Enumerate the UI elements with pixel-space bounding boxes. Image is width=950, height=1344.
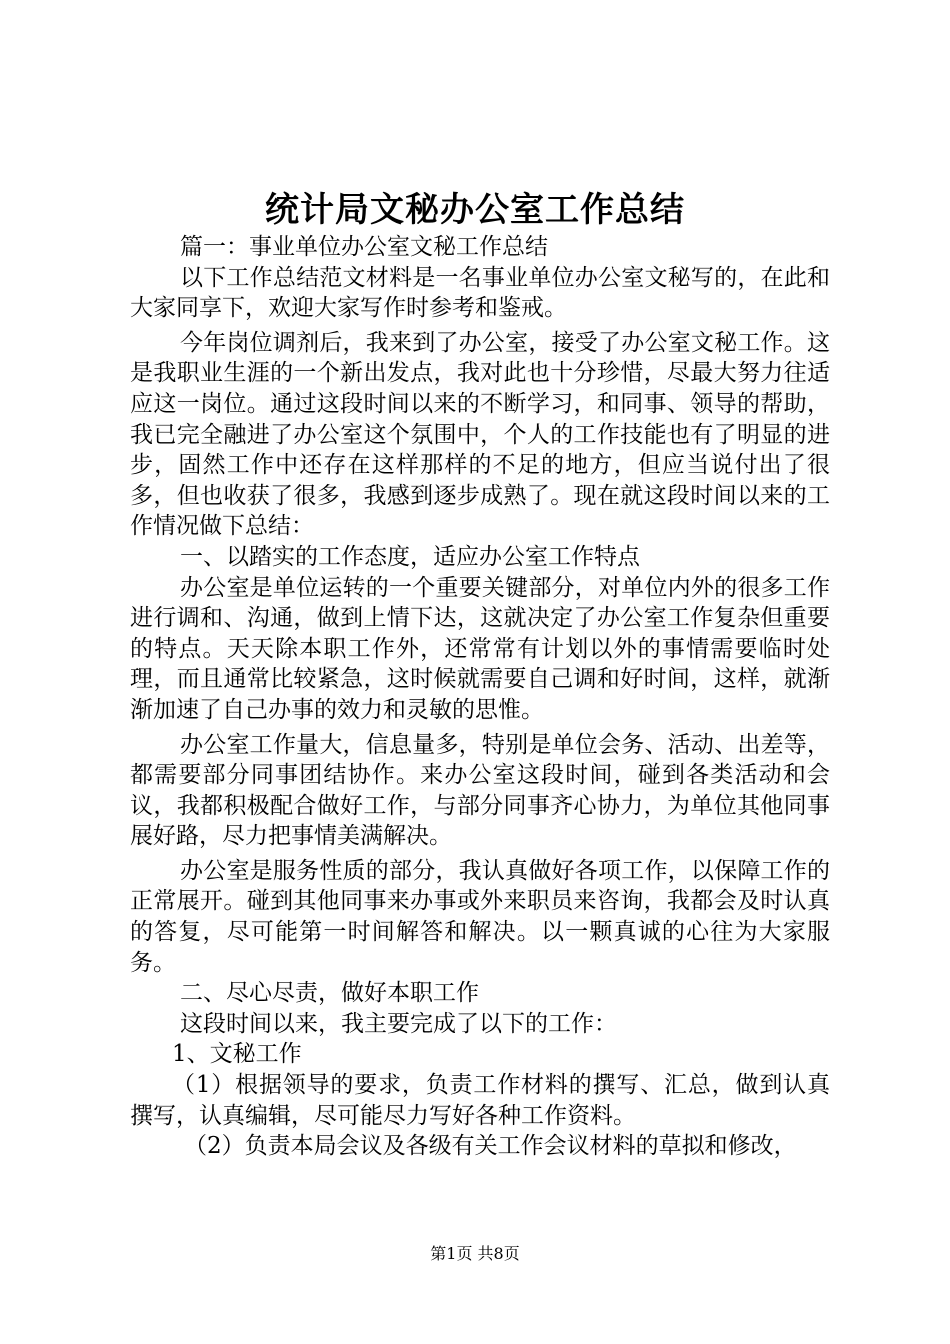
paragraph-chapter-heading: 篇一：事业单位办公室文秘工作总结 [180,234,548,260]
paragraph-overview: 今年岗位调剂后，我来到了办公室，接受了办公室文秘工作。这是我职业生涯的一个新出发点，我对此也十分珍惜，尽最大努力往适应这一岗位。通过这段时间以来的不断学习，和同事、领导的帮助，我已完全融进了办公室这个氛围中，个人的工作技能也有了明显的进步，固然工作中还存在这样那样的不足的地方，但应当说付出了很多，但也收获了很多，我感到逐步成熟了。现在就这段时间以来的工作情况做下总结： [130,329,830,540]
list-item-meetings: （2）负责本局会议及各级有关工作会议材料的草拟和修改， [184,1133,797,1160]
section-heading-two: 二、尽心尽责，做好本职工作 [180,980,479,1007]
paragraph-service: 办公室是服务性质的部分，我认真做好各项工作，以保障工作的正常展开。碰到其他同事来办事或外来职员来咨询，我都会及时认真的答复，尽可能第一时间解答和解决。以一颗真诚的心往为大家服务。 [130,857,830,976]
paragraph-intro: 以下工作总结范文材料是一名事业单位办公室文秘写的，在此和大家同享下，欢迎大家写作时参考和鉴戒。 [130,264,830,322]
subsection-heading-secretarial: 1、文秘工作 [172,1041,302,1068]
document-title: 统计局文秘办公室工作总结 [265,190,685,230]
paragraph-office-role: 办公室是单位运转的一个重要关键部分，对单位内外的很多工作进行调和、沟通，做到上情下达，这就决定了办公室工作复杂但重要的特点。天天除本职工作外，还常常有计划以外的事情需要临时处理，而且通常比较紧急，这时候就需要自己调和好时间，这样，就渐渐加速了自己办事的效力和灵敏的思惟。 [130,574,830,723]
section-heading-one: 一、以踏实的工作态度，适应办公室工作特点 [180,543,640,570]
paragraph-work-list-intro: 这段时间以来，我主要完成了以下的工作： [180,1010,617,1037]
page-number-footer: 第1页 共8页 [430,1244,520,1263]
document-body [130,232,830,1162]
list-item-writing: （1）根据领导的要求，负责工作材料的撰写、汇总，做到认真撰写，认真编辑，尽可能尽力写好各种工作资料。 [130,1072,830,1129]
paragraph-teamwork: 办公室工作量大，信息量多，特别是单位会务、活动、出差等，都需要部分同事团结协作。来办公室这段时间，碰到各类活动和会议，我都积极配合做好工作，与部分同事齐心协力，为单位其他同事展好路，尽力把事情美满解决。 [130,731,830,850]
